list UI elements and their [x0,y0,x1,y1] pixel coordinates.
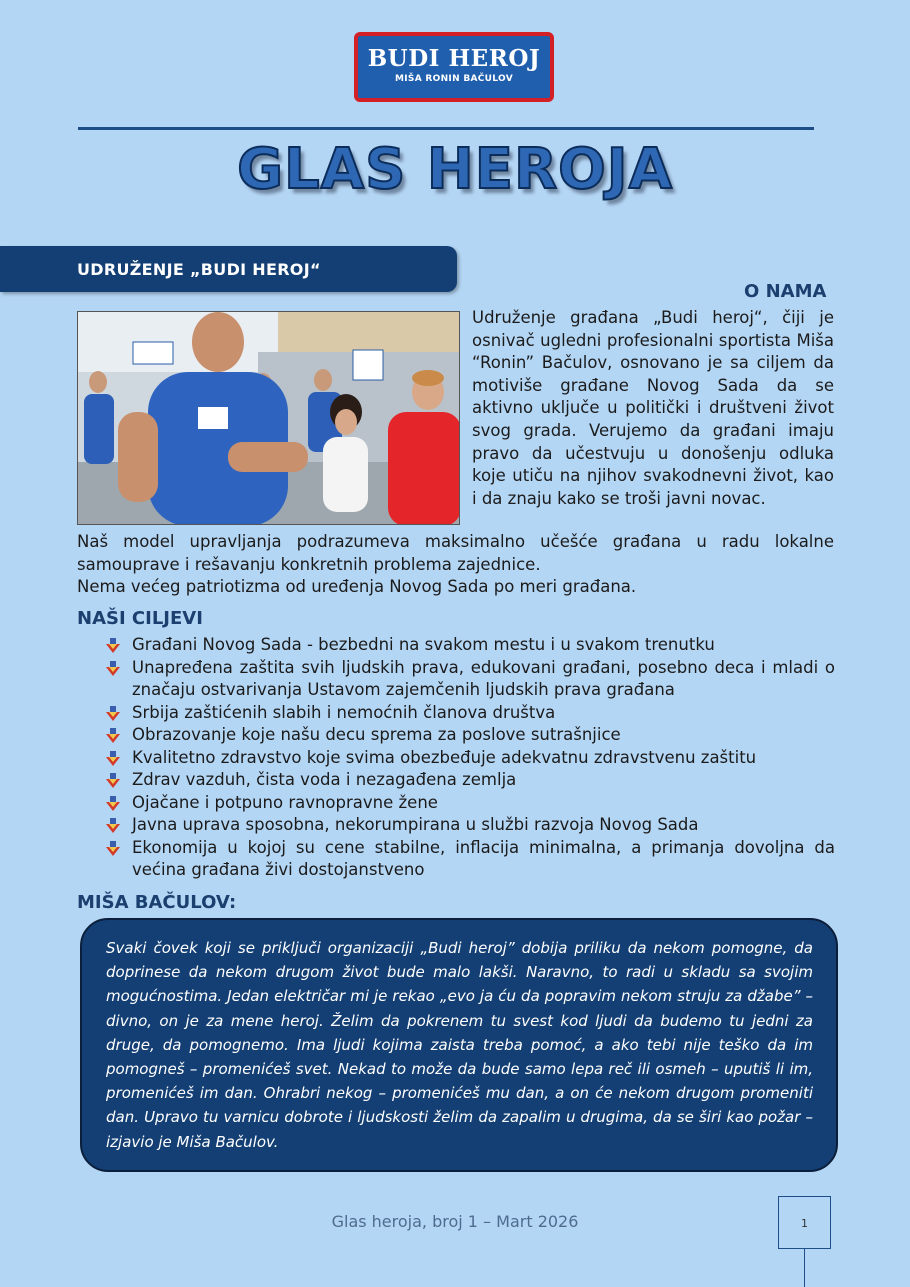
quote-heading: MIŠA BAČULOV: [77,892,237,913]
goals-list [105,634,835,882]
goal-text: Građani Novog Sada - bezbedni na svakom mestu i u svakom trenutku [132,635,715,654]
arrow-down-bullet-icon [105,728,121,744]
section-banner-label: UDRUŽENJE „BUDI HEROJ“ [77,260,321,279]
goal-text: Kvalitetno zdravstvo koje svima obezbeđuje adekvatnu zdravstvenu zaštitu [132,747,757,767]
newsletter-masthead: GLAS HEROJA [237,137,673,202]
list-item [105,634,835,657]
section-banner [0,246,457,292]
campaign-photo [77,311,460,525]
budi-heroj-logo [354,32,554,102]
page-number: 1 [778,1196,831,1249]
footer-issue-label: Glas heroja, broj 1 – Mart 2026 [331,1212,579,1231]
list-item [105,769,835,792]
masthead-divider [78,127,814,130]
list-item [105,837,835,882]
logo-title: BUDI HEROJ [367,45,541,72]
list-item [105,792,835,815]
arrow-down-bullet-icon [105,818,121,834]
about-paragraph-side: Udruženje građana „Budi heroj“, čiji je osnivač ugledni profesionalni sportista Miša “Ronin” Bačulov, osnovano je sa ciljem da motiviše građane Novog Sada da se aktivno uključe u politički i društveni život svog grada. Verujemo da građani imaju pravo da učestvuju u donošenju odluka koje utiču na njihov svakodnevni život, kao i da znaju kako se troši javni novac. [472,308,834,508]
quote-text: Svaki čovek koji se priključi organizaciji „Budi heroj” dobija priliku da nekom pomogne, da doprinese da nekom drugom život bude malo lakši. Naravno, to radi u skladu sa svojim mogućnostima. Jedan električar mi je rekao „evo ja ću da popravim nekom struju za džabe” – divno, on je za mene heroj. Želim da pokrenem tu svest kod ljudi da budemo tu jedni za druge, da pomognemo. Ima ljudi kojima zaista treba pomoć, a ako tebi nije teško da im pomogneš – promenićeš svet. Nekad to može da bude samo lepa reč ili osmeh – uputiš li im, promenićeš im dan. Ohrabri nekog – promenićeš mu dan, a on će nekom drugom promeniti dan. Upravo tu varnicu dobrote i ljudskosti želim da zapalim u drugima, da se širi kao požar – izjavio je Miša Bačulov. [106,939,813,1151]
list-item [105,814,835,837]
about-paragraph-full [77,531,834,599]
list-item [105,702,835,725]
goal-text: Ekonomija u kojoj su cene stabilne, inflacija minimalna, a primanja dovoljna da većina građana živi dostojanstveno [132,837,835,879]
list-item [105,747,835,770]
arrow-down-bullet-icon [105,751,121,767]
goal-text: Unapređena zaštita svih ljudskih prava, edukovani građani, posebno deca i mladi o značaju ostvarivanja Ustavom zajemčenih ljudskih prava građana [132,657,835,699]
arrow-down-bullet-icon [105,841,121,857]
list-item [105,724,835,747]
logo-subtitle: MIŠA RONIN BAČULOV [395,74,513,84]
goal-text: Javna uprava sposobna, nekorumpirana u službi razvoja Novog Sada [132,815,699,834]
arrow-down-bullet-icon [105,661,121,677]
quote-box [80,918,838,1172]
list-item [105,657,835,702]
goal-text: Zdrav vazduh, čista voda i nezagađena zemlja [132,770,517,789]
about-paragraph-2: Nema većeg patriotizma od uređenja Novog Sada po meri građana. [77,577,637,597]
goals-heading: NAŠI CILJEVI [77,608,203,629]
about-paragraph-1: Naš model upravljanja podrazumeva maksimalno učešće građana u radu lokalne samouprave i rešavanju konkretnih problema zajednice. [77,532,834,574]
goal-text: Ojačane i potpuno ravnopravne žene [132,792,438,812]
goal-text: Obrazovanje koje našu decu sprema za poslove sutrašnjice [132,725,621,744]
arrow-down-bullet-icon [105,773,121,789]
arrow-down-bullet-icon [105,796,121,812]
goal-text: Srbija zaštićenih slabih i nemoćnih članova društva [132,702,556,722]
arrow-down-bullet-icon [105,706,121,722]
arrow-down-bullet-icon [105,638,121,654]
about-heading: O NAMA [744,281,827,302]
page-number-line [804,1249,805,1287]
